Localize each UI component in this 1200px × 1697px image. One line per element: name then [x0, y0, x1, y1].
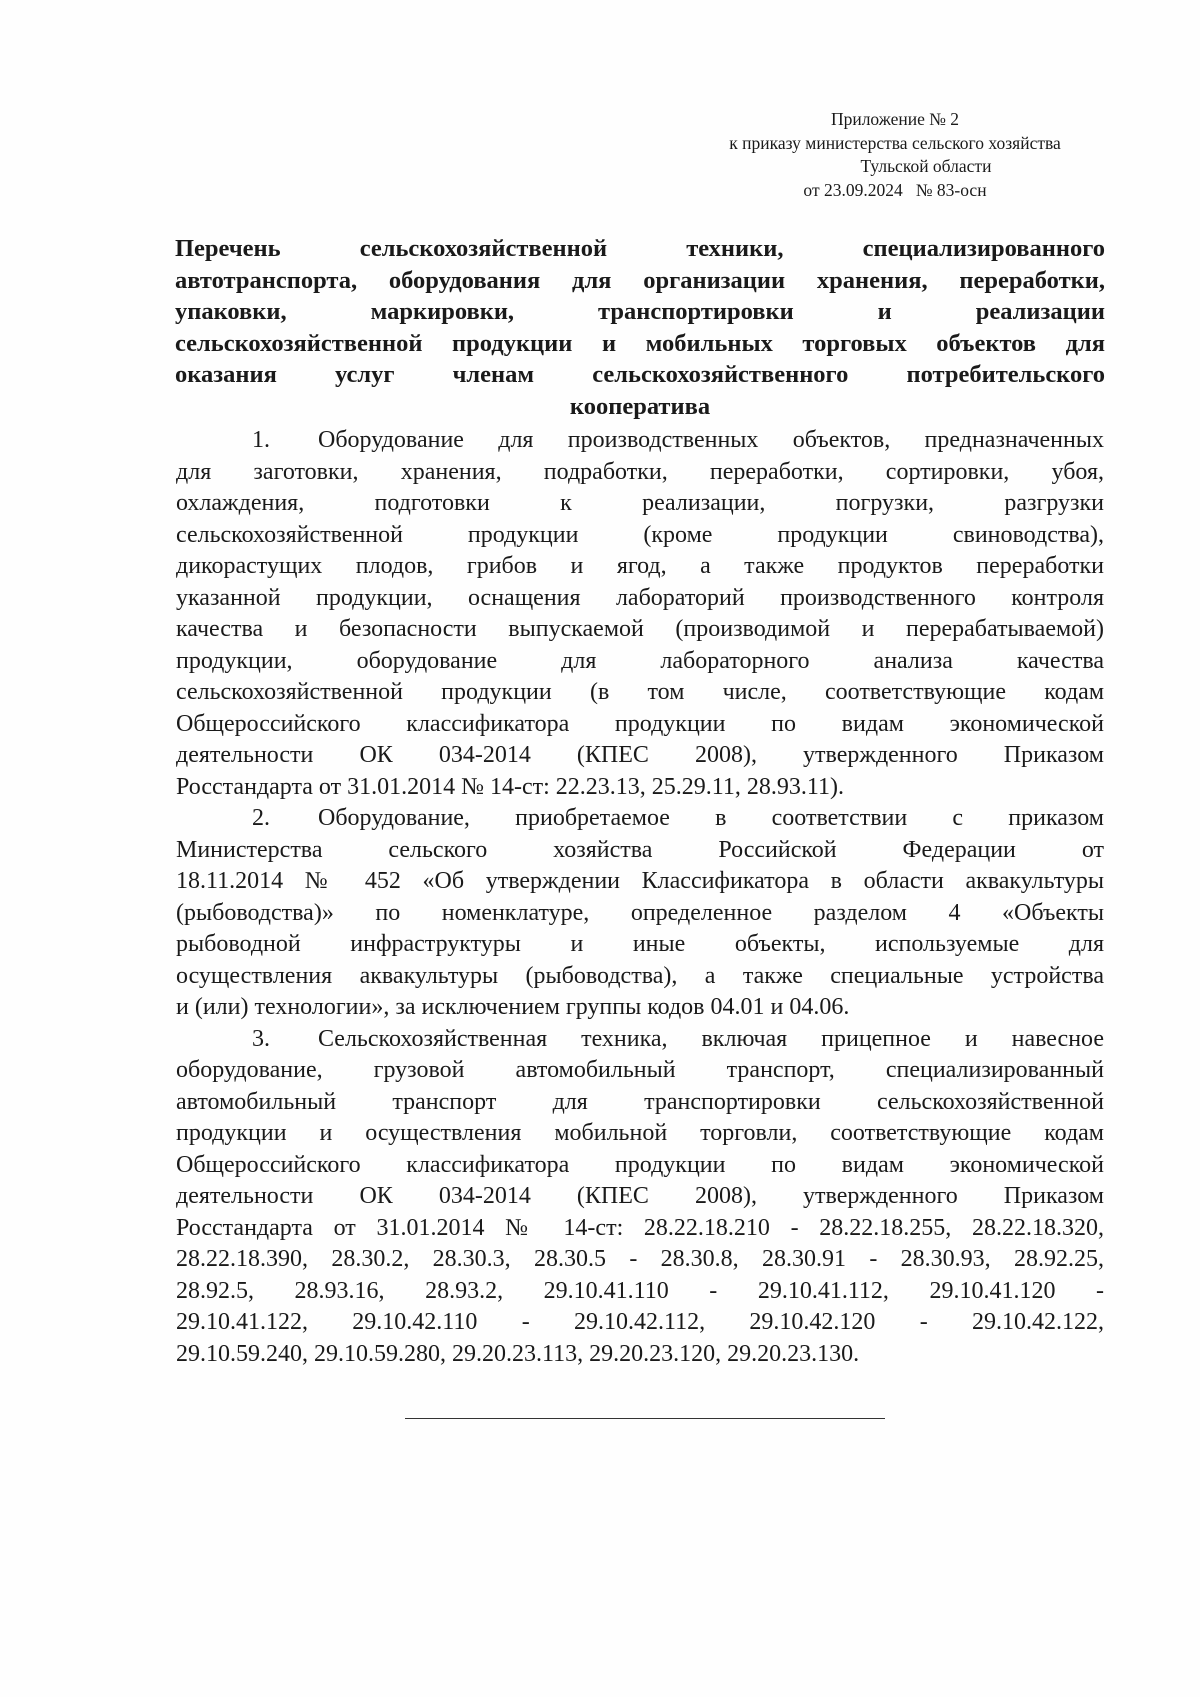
- text-line: [176, 425, 1104, 457]
- list-item: [176, 425, 1104, 803]
- text-line: качества и безопасности выпускаемой (производимой и перерабатываемой): [176, 616, 1104, 642]
- item-line: Оборудование для производственных объектов, предназначенных: [318, 427, 1104, 453]
- document-body: [176, 425, 1104, 1370]
- text-line: сельскохозяйственной продукции (кроме продукции свиноводства),: [176, 521, 1104, 548]
- text-line: 28.22.18.390, 28.30.2, 28.30.3, 28.30.5 - 28.30.8, 28.30.91 - 28.30.93, 28.92.25,: [176, 1246, 1104, 1272]
- text-line: продукции и осуществления мобильной торговли, соответствующие кодам: [176, 1120, 1104, 1146]
- text-line: дикорастущих плодов, грибов и ягод, а также продуктов переработки: [176, 553, 1104, 579]
- text-line: Общероссийского классификатора продукции по видам экономической: [176, 1151, 1104, 1178]
- text-line: [176, 1024, 1104, 1056]
- text-line: деятельности ОК 034-2014 (КПЕС 2008), утвержденного Приказом: [176, 1183, 1104, 1209]
- text-line: автомобильный транспорт для транспортировки сельскохозяйственной: [176, 1088, 1104, 1115]
- text-line: [176, 803, 1104, 835]
- text-line: 18.11.2014 № 452 «Об утверждении Классификатора в области аквакультуры: [176, 868, 1104, 894]
- appendix-number: Приложение № 2: [830, 109, 960, 129]
- text-line: 29.10.59.240, 29.10.59.280, 29.20.23.113, 29.20.23.120, 29.20.23.130.: [176, 1340, 860, 1367]
- item-line: Оборудование, приобретаемое в соответствии с приказом: [318, 805, 1104, 831]
- text-line: Росстандарта от 31.01.2014 № 14-ст: 28.22.18.210 - 28.22.18.255, 28.22.18.320,: [176, 1214, 1104, 1241]
- text-line: и (или) технологии», за исключением группы кодов 04.01 и 04.06.: [176, 994, 850, 1020]
- document-title: [175, 233, 1105, 422]
- text-line: рыбоводной инфраструктуры и иные объекты, используемые для: [176, 931, 1104, 957]
- item-number: 1.: [252, 427, 270, 453]
- text-line: указанной продукции, оснащения лабораторий производственного контроля: [176, 584, 1104, 611]
- title-line: Перечень сельскохозяйственной техники, специализированного: [175, 235, 1105, 262]
- text-line: осуществления аквакультуры (рыбоводства), а также специальные устройства: [176, 962, 1104, 989]
- item-number: 2.: [252, 805, 270, 831]
- item-line: Сельскохозяйственная техника, включая прицепное и навесное: [318, 1025, 1104, 1052]
- list-item: [176, 1024, 1104, 1371]
- appendix-order-reference: к приказу министерства сельского хозяйства: [729, 132, 1061, 153]
- title-line: оказания услуг членам сельскохозяйственного потребительского: [175, 361, 1105, 388]
- title-line: сельскохозяйственной продукции и мобильных торговых объектов для: [175, 329, 1105, 357]
- appendix-order-date: от 23.09.2024 № 83-осн: [803, 179, 987, 200]
- text-line: оборудование, грузовой автомобильный транспорт, специализированный: [176, 1057, 1104, 1083]
- text-line: Росстандарта от 31.01.2014 № 14-ст: 22.23.13, 25.29.11, 28.93.11).: [176, 773, 844, 800]
- title-line: упаковки, маркировки, транспортировки и реализации: [175, 298, 1105, 325]
- item-number: 3.: [252, 1025, 270, 1052]
- text-line: Министерства сельского хозяйства Российской Федерации от: [176, 836, 1104, 863]
- text-line: охлаждения, подготовки к реализации, погрузки, разгрузки: [176, 490, 1104, 516]
- closing-divider: [405, 1418, 885, 1419]
- text-line: продукции, оборудование для лабораторного анализа качества: [176, 647, 1104, 674]
- title-line: кооператива: [569, 392, 711, 420]
- list-item: [176, 803, 1104, 1024]
- text-line: 28.92.5, 28.93.16, 28.93.2, 29.10.41.110 - 29.10.41.112, 29.10.41.120 -: [176, 1277, 1104, 1304]
- appendix-header: [695, 108, 1095, 202]
- text-line: 29.10.41.122, 29.10.42.110 - 29.10.42.112, 29.10.42.120 - 29.10.42.122,: [176, 1309, 1104, 1335]
- appendix-region: Тульской области: [860, 156, 992, 176]
- title-line: автотранспорта, оборудования для организации хранения, переработки,: [175, 266, 1105, 294]
- text-line: Общероссийского классификатора продукции по видам экономической: [176, 710, 1104, 737]
- text-line: для заготовки, хранения, подработки, переработки, сортировки, убоя,: [176, 458, 1104, 485]
- text-line: (рыбоводства)» по номенклатуре, определенное разделом 4 «Объекты: [176, 899, 1104, 926]
- text-line: деятельности ОК 034-2014 (КПЕС 2008), утвержденного Приказом: [176, 742, 1104, 768]
- text-line: сельскохозяйственной продукции (в том числе, соответствующие кодам: [176, 679, 1104, 705]
